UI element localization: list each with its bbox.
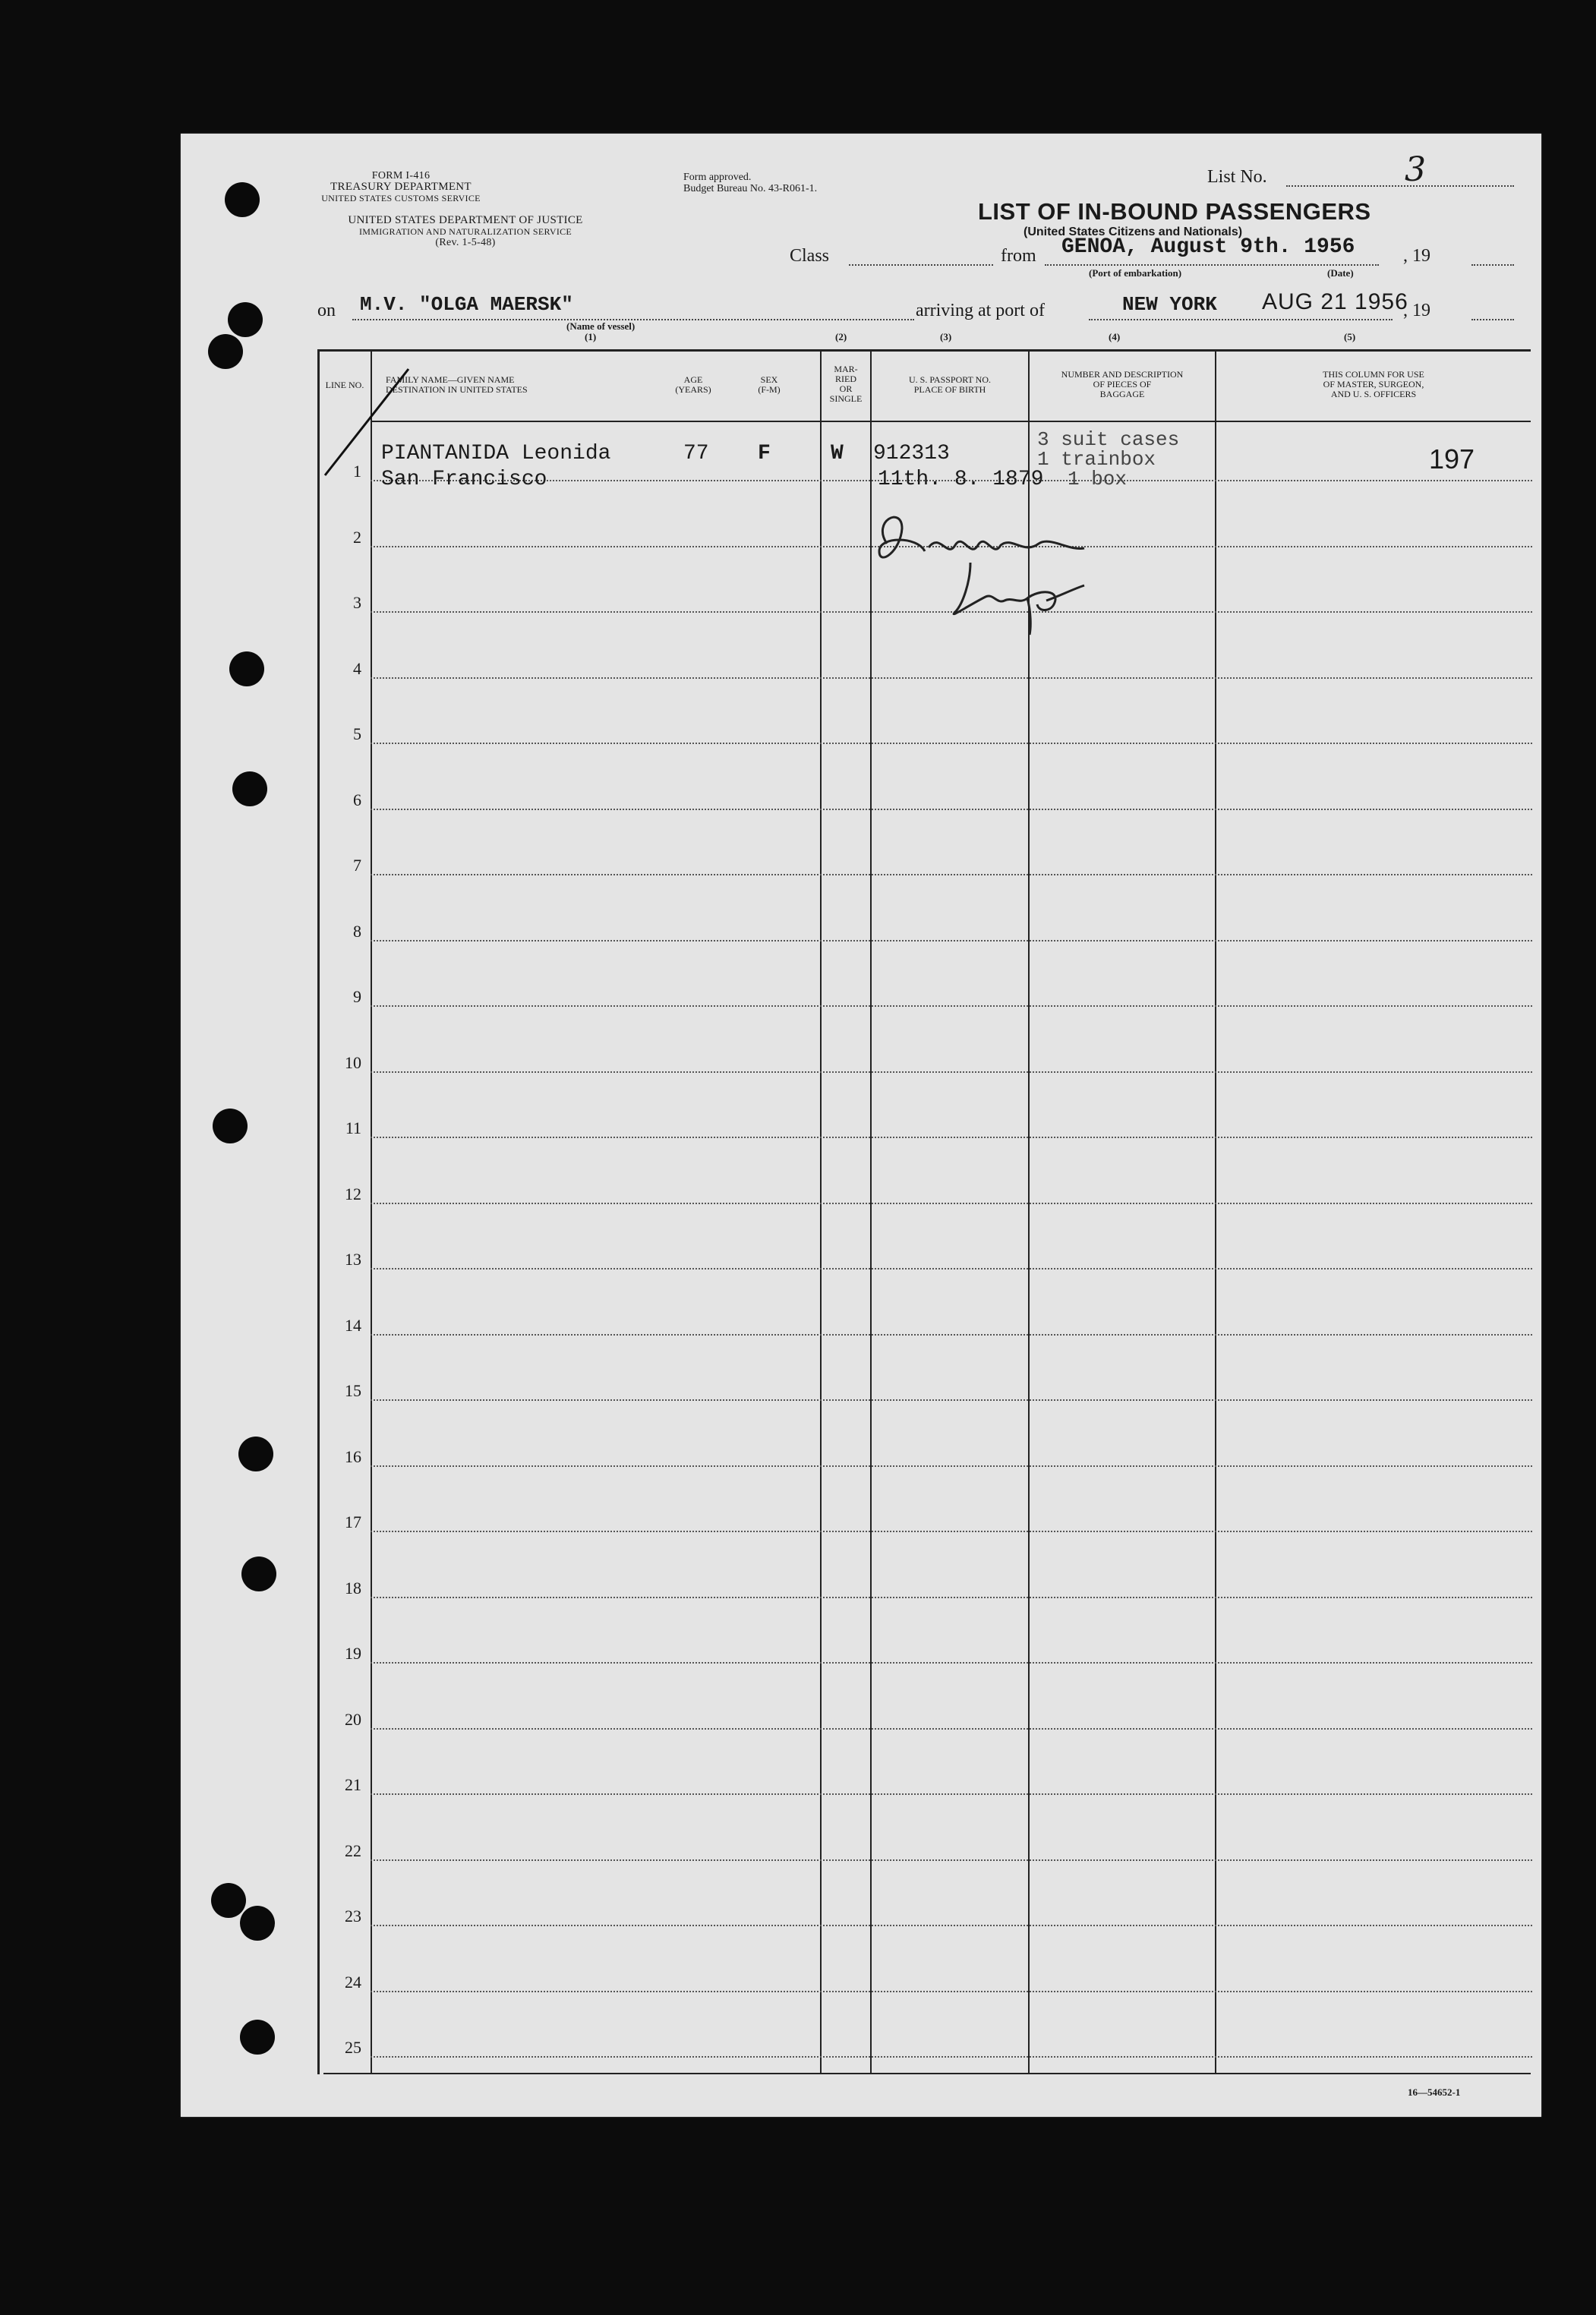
form-number: FORM I-416 xyxy=(371,170,431,181)
arrival-port: NEW YORK xyxy=(1122,293,1217,316)
col-head-married: MAR- RIED OR SINGLE xyxy=(829,364,863,404)
entry-sex: F xyxy=(758,442,771,465)
table-left-border xyxy=(317,349,320,2074)
class-line xyxy=(849,264,993,266)
arrival-year-line xyxy=(1471,319,1514,320)
row-number: 2 xyxy=(353,527,361,547)
row-number: 16 xyxy=(345,1446,361,1466)
row-number: 3 xyxy=(353,593,361,612)
date-caption: (Date) xyxy=(1327,267,1354,279)
binder-hole xyxy=(240,2020,275,2055)
row-number: 8 xyxy=(353,921,361,941)
row-number: 10 xyxy=(345,1052,361,1072)
col-head-line: LINE NO. xyxy=(325,380,364,390)
form-approved: Form approved. xyxy=(683,172,752,183)
class-label: Class xyxy=(790,246,830,266)
col-head-sex: SEX (F-M) xyxy=(758,374,781,395)
footer-code: 16—54652-1 xyxy=(1408,2086,1461,2098)
entry-marital: W xyxy=(831,442,844,465)
col-head-passport: U. S. PASSPORT NO. PLACE OF BIRTH xyxy=(909,374,991,395)
binder-hole xyxy=(229,651,264,686)
table-row-line xyxy=(371,1925,1532,1926)
col-divider-baggage-officers xyxy=(1215,349,1216,2074)
arrival-stamp: AUG 21 1956 xyxy=(1262,289,1408,314)
dept-treasury: TREASURY DEPARTMENT xyxy=(330,181,472,193)
table-row-line xyxy=(371,1991,1532,1992)
binder-hole xyxy=(225,182,260,217)
row-number: 9 xyxy=(353,987,361,1006)
row-number: 19 xyxy=(345,1644,361,1663)
table-row-line xyxy=(371,1465,1532,1467)
binder-hole xyxy=(232,771,267,806)
list-no-value: 3 xyxy=(1405,150,1426,189)
form-subtitle: (United States Citizens and Nationals) xyxy=(1024,226,1243,238)
table-row-line xyxy=(371,1597,1532,1598)
port-caption: (Port of embarkation) xyxy=(1089,267,1182,279)
row-number: 11 xyxy=(345,1118,361,1137)
row-number: 15 xyxy=(345,1381,361,1400)
entry-baggage-3: 1 box xyxy=(1068,468,1128,490)
binder-hole xyxy=(208,334,243,369)
col-number-4: (4) xyxy=(1109,331,1121,342)
budget-bureau: Budget Bureau No. 43-R061-1. xyxy=(683,183,818,194)
customs-service: UNITED STATES CUSTOMS SERVICE xyxy=(321,193,481,203)
row-number: 17 xyxy=(345,1512,361,1531)
table-row-line xyxy=(371,1334,1532,1336)
row-number: 23 xyxy=(345,1907,361,1925)
row-number: 13 xyxy=(345,1250,361,1269)
table-header-rule xyxy=(371,421,1531,422)
entry-name: PIANTANIDA Leonida xyxy=(381,442,611,465)
row-number: 21 xyxy=(345,1775,361,1794)
col-number-3: (3) xyxy=(940,331,952,342)
dept-justice: UNITED STATES DEPARTMENT OF JUSTICE xyxy=(348,214,583,226)
row-number: 6 xyxy=(353,790,361,809)
on-label: on xyxy=(317,301,336,320)
binder-hole xyxy=(228,302,263,337)
row-number: 4 xyxy=(353,658,361,678)
vessel-name: M.V. "OLGA MAERSK" xyxy=(360,293,573,316)
arrival-line xyxy=(1089,319,1393,320)
row-number: 12 xyxy=(345,1184,361,1203)
entry-birth: 11th. 8. 1879 xyxy=(878,468,1044,491)
col-number-5: (5) xyxy=(1344,331,1356,342)
row-number: 22 xyxy=(345,1840,361,1860)
table-row-line xyxy=(371,1399,1532,1401)
table-top-rule xyxy=(317,349,1531,352)
entry-baggage-2: 1 trainbox xyxy=(1037,448,1156,471)
col-divider-age-married xyxy=(820,349,822,2074)
binder-hole xyxy=(238,1437,273,1471)
embarkation-value: GENOA, August 9th. 1956 xyxy=(1061,235,1355,259)
table-row-line xyxy=(371,677,1532,679)
binder-hole xyxy=(240,1906,275,1941)
row-number: 25 xyxy=(345,2038,361,2057)
table-bottom-rule xyxy=(323,2073,1531,2074)
embark-year-suffix: , 19 xyxy=(1403,246,1430,266)
row-number: 24 xyxy=(345,1972,361,1992)
binder-hole xyxy=(211,1883,246,1918)
immigration-service: IMMIGRATION AND NATURALIZATION SERVICE xyxy=(358,226,572,237)
table-row-line xyxy=(371,1859,1532,1861)
form-title: LIST OF IN-BOUND PASSENGERS xyxy=(978,198,1371,225)
entry-passport: 912313 xyxy=(873,442,950,465)
arriving-label: arriving at port of xyxy=(916,301,1045,320)
table-row-line xyxy=(371,743,1532,744)
passenger-list-form xyxy=(181,134,1541,2117)
entry-baggage-1: 3 suit cases xyxy=(1037,428,1180,451)
row-number: 14 xyxy=(345,1315,361,1335)
row-number: 7 xyxy=(353,856,361,875)
handwritten-initials xyxy=(856,490,1115,642)
binder-hole xyxy=(241,1556,276,1591)
entry-officer-number: 197 xyxy=(1429,443,1475,475)
table-row-line xyxy=(371,874,1532,875)
col-head-baggage: NUMBER AND DESCRIPTION OF PIECES OF BAGGAGE xyxy=(1061,369,1184,399)
col-head-age: AGE (YEARS) xyxy=(675,374,711,395)
embark-year-line xyxy=(1471,264,1514,266)
from-line xyxy=(1045,264,1379,266)
col-number-1: (1) xyxy=(585,331,597,342)
table-row-line xyxy=(371,1005,1532,1007)
col-number-2: (2) xyxy=(835,331,847,342)
table-row-line xyxy=(371,809,1532,810)
table-row-line xyxy=(371,1793,1532,1795)
table-row-line xyxy=(371,1203,1532,1204)
col-head-name: FAMILY NAME—GIVEN NAME DESTINATION IN UNITED STATES xyxy=(386,374,528,395)
check-stroke xyxy=(317,361,424,483)
table-row-line xyxy=(371,1531,1532,1532)
table-row-line xyxy=(371,1268,1532,1269)
table-row-line xyxy=(371,1137,1532,1138)
binder-hole xyxy=(213,1109,248,1143)
row-number: 18 xyxy=(345,1578,361,1597)
table-row-line xyxy=(371,2056,1532,2058)
table-row-line xyxy=(371,1662,1532,1664)
vessel-caption: (Name of vessel) xyxy=(566,320,636,332)
row-number: 1 xyxy=(353,462,361,481)
table-row-line xyxy=(371,940,1532,941)
entry-age: 77 xyxy=(683,442,709,465)
list-no-line xyxy=(1286,185,1514,187)
col-divider-line xyxy=(371,349,372,2074)
row-number: 5 xyxy=(353,724,361,743)
row-number: 20 xyxy=(345,1709,361,1729)
table-row-line xyxy=(371,1071,1532,1073)
entry-destination: San Francisco xyxy=(381,468,547,491)
arrival-year-suffix: , 19 xyxy=(1403,301,1430,320)
list-no-label: List No. xyxy=(1207,167,1267,187)
table-row-line xyxy=(371,1728,1532,1730)
from-label: from xyxy=(1001,246,1036,266)
revision: (Rev. 1-5-48) xyxy=(435,237,496,248)
col-head-officers: THIS COLUMN FOR USE OF MASTER, SURGEON, AND U. S. OFFICERS xyxy=(1323,369,1424,399)
